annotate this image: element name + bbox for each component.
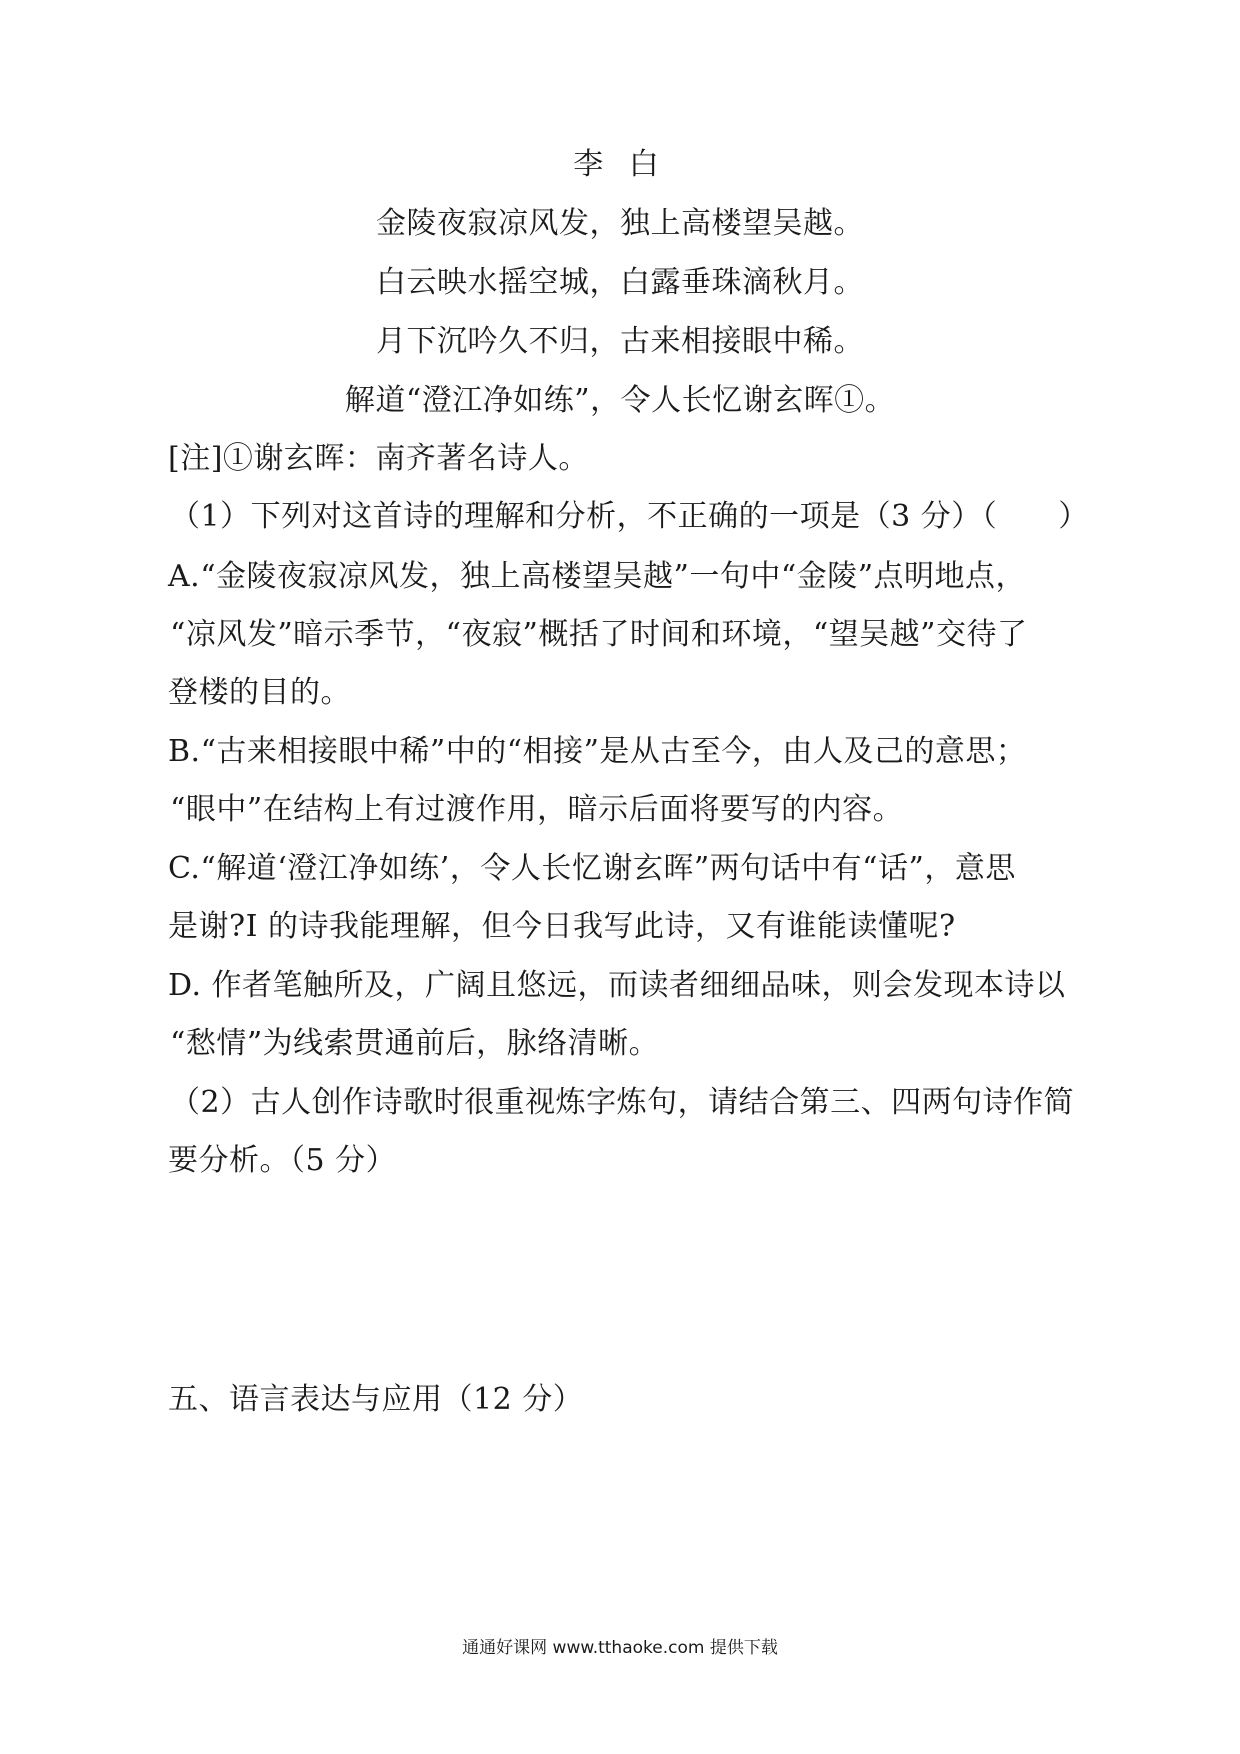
option-d-line-2: “愁情”为线索贯通前后，脉络清晰。 — [170, 1026, 660, 1061]
poem-line-1: 金陵夜寂凉风发，独上高楼望吴越。 — [376, 206, 864, 241]
poem-author: 李 白 — [573, 147, 667, 182]
poem-line-3: 月下沉吟久不归，古来相接眼中稀。 — [376, 324, 864, 359]
option-c-line-1: C.“解道‘澄江净如练’，令人长忆谢玄晖”两句话中有“话”，意思 — [168, 851, 1016, 886]
section-5-heading: 五、语言表达与应用（12 分） — [168, 1382, 584, 1417]
option-a-line-2: “凉风发”暗示季节，“夜寂”概括了时间和环境，“望吴越”交待了 — [170, 617, 1028, 652]
question-2-line-2: 要分析。（5 分） — [168, 1143, 397, 1178]
option-a-line-1: A.“金陵夜寂凉风发，独上高楼望吴越”一句中“金陵”点明地点， — [168, 559, 1027, 594]
option-d-line-1: D. 作者笔触所及，广阔且悠远，而读者细细品味，则会发现本诗以 — [168, 968, 1066, 1003]
option-b-line-2: “眼中”在结构上有过渡作用，暗示后面将要写的内容。 — [170, 792, 904, 827]
poem-line-4: 解道“澄江净如练”，令人长忆谢玄晖①。 — [344, 383, 896, 418]
poem-note: [注]①谢玄晖：南齐著名诗人。 — [168, 441, 589, 476]
option-b-line-1: B.“古来相接眼中稀”中的“相接”是从古至今，由人及己的意思； — [168, 734, 1027, 769]
poem-line-2: 白云映水摇空城，白露垂珠滴秋月。 — [376, 265, 864, 300]
option-a-line-3: 登楼的目的。 — [168, 675, 351, 710]
option-c-line-2: 是谢?I 的诗我能理解，但今日我写此诗，又有谁能读懂呢? — [168, 909, 956, 944]
page-footer: 通通好课网 www.tthaoke.com 提供下载 — [462, 1638, 778, 1658]
question-2-line-1: （2）古人创作诗歌时很重视炼字炼句，请结合第三、四两句诗作简 — [170, 1085, 1075, 1120]
question-1-stem: （1）下列对这首诗的理解和分析，不正确的一项是（3 分）（ ） — [170, 499, 1089, 534]
